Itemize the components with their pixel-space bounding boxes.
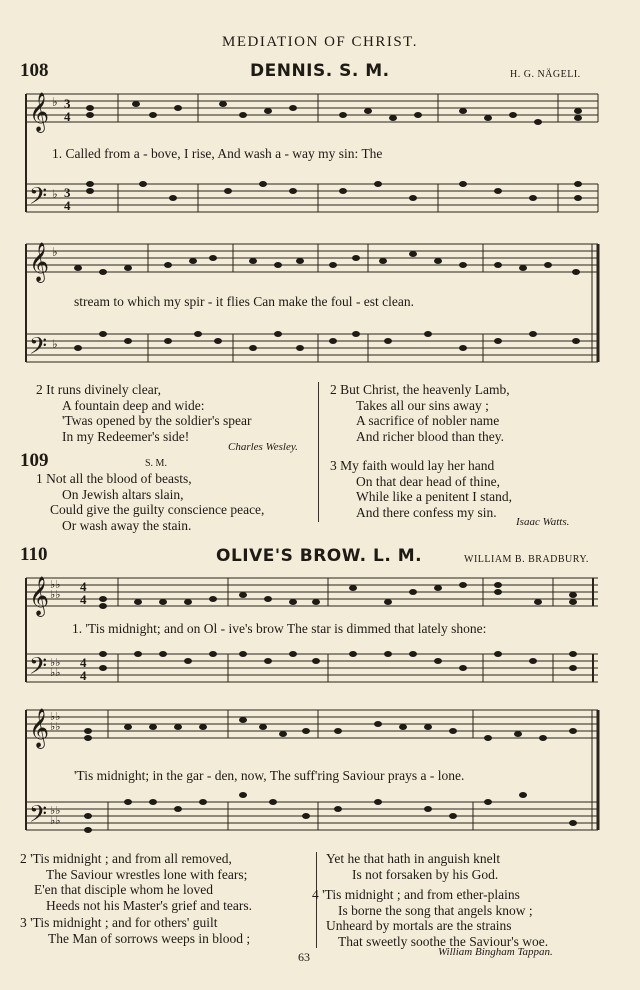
svg-text:𝄞: 𝄞 bbox=[29, 94, 50, 131]
page-number: 63 bbox=[298, 950, 310, 964]
hymn-number-108: 108 bbox=[20, 60, 49, 81]
svg-text:♭♭: ♭♭ bbox=[50, 589, 61, 601]
hymn-number-109: 109 bbox=[20, 450, 49, 471]
verse-line: 2 It runs divinely clear, bbox=[36, 382, 162, 397]
svg-text:𝄞: 𝄞 bbox=[29, 244, 50, 281]
svg-text:3: 3 bbox=[64, 185, 71, 200]
verse-108-right-2 bbox=[330, 458, 512, 520]
lyrics-110-line2: 'Tis midnight; in the gar - den, now, The suff'ring Saviour prays a - lone. bbox=[74, 768, 465, 783]
verse-line: 2 But Christ, the heavenly Lamb, bbox=[330, 382, 510, 397]
svg-text:4: 4 bbox=[80, 579, 87, 594]
verse-line: While like a penitent I stand, bbox=[356, 489, 512, 504]
meter-109: S. M. bbox=[145, 458, 167, 469]
verse-line: That sweetly soothe the Saviour's woe. bbox=[338, 933, 549, 949]
verse-line: The Man of sorrows weeps in blood ; bbox=[48, 930, 251, 946]
svg-text:𝄢: 𝄢 bbox=[29, 334, 48, 365]
svg-text:♭♭: ♭♭ bbox=[50, 805, 61, 817]
verse-line: Takes all our sins away ; bbox=[356, 397, 489, 413]
tune-name-olives-brow: OLIVE'S BROW. L. M. bbox=[216, 546, 423, 566]
lyrics-108-line2: stream to which my spir - it flies Can make the foul - est clean. bbox=[74, 294, 415, 309]
svg-text:♭♭: ♭♭ bbox=[50, 815, 61, 827]
svg-text:♭♭: ♭♭ bbox=[50, 657, 61, 669]
svg-text:𝄞: 𝄞 bbox=[29, 578, 50, 615]
column-divider bbox=[318, 382, 319, 522]
svg-text:♭: ♭ bbox=[52, 95, 58, 109]
verse-line: Unheard by mortals are the strains bbox=[326, 918, 512, 933]
svg-text:4: 4 bbox=[80, 592, 87, 607]
svg-text:4: 4 bbox=[64, 109, 71, 124]
verse-line: A fountain deep and wide: bbox=[62, 397, 205, 413]
verse-110-4 bbox=[312, 887, 548, 949]
composer-nageli: H. G. NÄGELI. bbox=[510, 69, 581, 80]
verse-line: On that dear head of thine, bbox=[356, 473, 500, 489]
verse-line: 3 My faith would lay her hand bbox=[330, 458, 495, 473]
verse-line: 'Twas opened by the soldier's spear bbox=[62, 413, 252, 428]
svg-text:♭♭: ♭♭ bbox=[50, 711, 61, 723]
verse-line: Yet he that hath in anguish knelt bbox=[326, 851, 501, 866]
verse-line: Is not forsaken by his God. bbox=[352, 866, 499, 882]
verse-line: In my Redeemer's side! bbox=[62, 428, 190, 444]
verse-108-2 bbox=[36, 382, 252, 444]
verse-line: A sacrifice of nobler name bbox=[356, 413, 500, 428]
svg-text:♭: ♭ bbox=[52, 245, 58, 259]
lyrics-108-line1: 1. Called from a - bove, I rise, And wash a - way my sin: The bbox=[52, 146, 383, 161]
verse-line: On Jewish altars slain, bbox=[62, 486, 184, 502]
verse-110-2 bbox=[20, 851, 252, 913]
svg-text:♭♭: ♭♭ bbox=[50, 721, 61, 733]
verse-110-3 bbox=[20, 915, 250, 946]
svg-text:𝄢: 𝄢 bbox=[29, 184, 48, 215]
svg-text:4: 4 bbox=[80, 668, 87, 683]
music-system-110-1 bbox=[18, 574, 602, 702]
verse-line: Heeds not his Master's grief and tears. bbox=[46, 897, 253, 913]
svg-text:3: 3 bbox=[64, 96, 71, 111]
svg-text:𝄢: 𝄢 bbox=[29, 654, 48, 685]
hymn-number-110: 110 bbox=[20, 544, 48, 565]
verse-110-right bbox=[326, 851, 500, 882]
staff-110-1 bbox=[18, 574, 602, 702]
verse-line: E'en that disciple whom he loved bbox=[34, 882, 214, 897]
verse-line: The Saviour wrestles lone with fears; bbox=[46, 866, 248, 882]
verse-line: Could give the guilty conscience peace, bbox=[50, 502, 265, 517]
svg-text:4: 4 bbox=[80, 655, 87, 670]
svg-text:♭♭: ♭♭ bbox=[50, 579, 61, 591]
verse-line: 3 'Tis midnight ; and for others' guilt bbox=[20, 915, 218, 930]
svg-text:𝄢: 𝄢 bbox=[29, 802, 48, 833]
verse-line: And richer blood than they. bbox=[356, 428, 504, 444]
verse-109-1 bbox=[36, 471, 264, 533]
verse-line: 2 'Tis midnight ; and from all removed, bbox=[20, 851, 232, 866]
svg-text:♭: ♭ bbox=[52, 337, 58, 351]
verse-line: 4 'Tis midnight ; and from ether-plains bbox=[312, 887, 520, 902]
verse-line: Is borne the song that angels know ; bbox=[338, 902, 533, 918]
svg-text:𝄞: 𝄞 bbox=[29, 710, 50, 747]
tune-name-dennis: DENNIS. S. M. bbox=[250, 61, 390, 81]
svg-text:♭: ♭ bbox=[52, 187, 58, 201]
composer-bradbury: WILLIAM B. BRADBURY. bbox=[464, 554, 589, 565]
verse-108-right-1 bbox=[330, 382, 510, 444]
lyrics-110-line1: 1. 'Tis midnight; and on Ol - ive's brow The star is dimmed that lately shone: bbox=[72, 621, 487, 636]
verse-line: 1 Not all the blood of beasts, bbox=[36, 471, 192, 486]
section-title: MEDIATION OF CHRIST. bbox=[222, 34, 418, 50]
svg-text:♭♭: ♭♭ bbox=[50, 667, 61, 679]
verse-line: Or wash away the stain. bbox=[62, 517, 192, 533]
author-watts: Isaac Watts. bbox=[516, 516, 570, 528]
author-tappan: William Bingham Tappan. bbox=[438, 946, 553, 958]
verse-line: And there confess my sin. bbox=[356, 504, 497, 520]
author-wesley: Charles Wesley. bbox=[228, 441, 298, 453]
svg-text:4: 4 bbox=[64, 198, 71, 213]
